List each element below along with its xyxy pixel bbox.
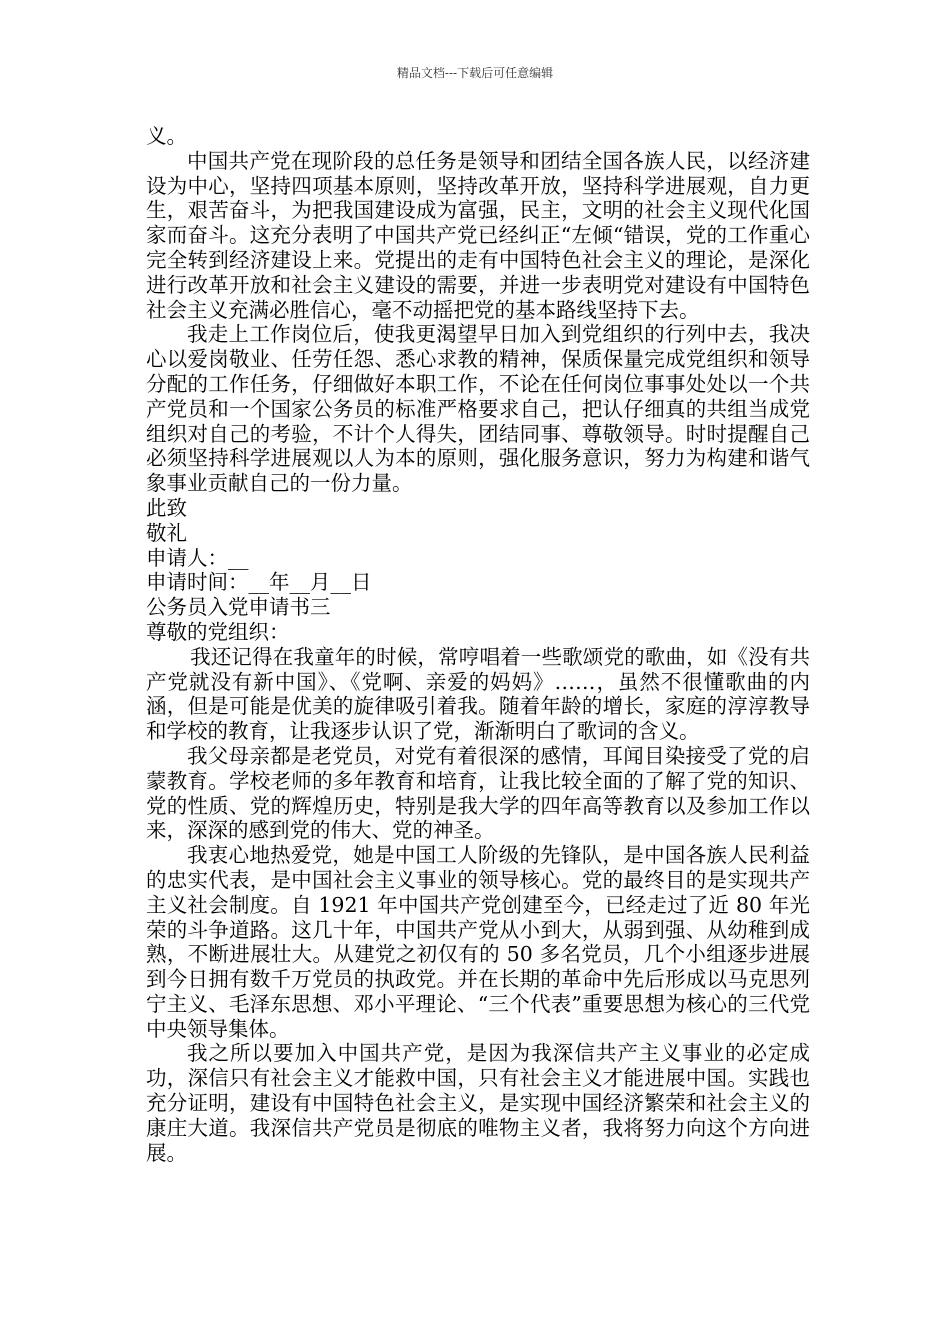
paragraph-parents: 我父母亲都是老党员，对党有着很深的感情，耳闻目染接受了党的启蒙教育。学校老师的多年教育和培育，让我比较全面的了解了党的知识、党的性质、党的辉煌历史，特别是我大学的四年高等教育以及参加工作以来，深深的感到党的伟大、党的神圣。 — [146, 743, 810, 843]
document-body — [146, 124, 810, 1165]
paragraph-reason-joining: 我之所以要加入中国共产党，是因为我深信共产主义事业的必定成功，深信只有社会主义才能救中国，只有社会主义才能进展中国。实践也充分证明，建设有中国特色社会主义，是实现中国经济繁荣和社会主义的康庄大道。我深信共产党员是彻底的唯物主义者，我将努力向这个方向进展。 — [146, 1041, 810, 1165]
closing-cizhi: 此致 — [146, 495, 187, 520]
paragraph-continuation: 义。 — [146, 124, 187, 148]
section-title: 公务员入党申请书三 — [146, 595, 331, 620]
page-header: 精品文档---下载后可任意编辑 — [396, 66, 554, 80]
closing-jingli: 敬礼 — [146, 520, 187, 545]
paragraph-party-tasks: 中国共产党在现阶段的总任务是领导和团结全国各族人民，以经济建设为中心，坚持四项基本原则，坚持改革开放，坚持科学进展观，自力更生，艰苦奋斗，为把我国建设成为富强，民主，文明的社会主义现代化国家而奋斗。这充分表明了中国共产党已经纠正“左倾“错误，党的工作重心完全转到经济建设上来。党提出的走有中国特色社会主义的理论，是深化进行改革开放和社会主义建设的需要，并进一步表明党对建设有中国特色社会主义充满必胜信心，毫不动摇把党的基本路线坚持下去。 — [146, 148, 810, 322]
paragraph-childhood: 我还记得在我童年的时候，常哼唱着一些歌颂党的歌曲，如《没有共产党就没有新中国》、《党啊、亲爱的妈妈》……，虽然不很懂歌曲的内涵，但是可能是优美的旋律吸引着我。随着年龄的增长，家庭的淳淳教导和学校的教育，让我逐步认识了党，渐渐明白了歌词的含义。 — [146, 644, 810, 744]
paragraph-love-party: 我衷心地热爱党，她是中国工人阶级的先锋队，是中国各族人民利益的忠实代表，是中国社会主义事业的领导核心。党的最终目的是实现共产主义社会制度。自 1921 年中国共产党创建至今，已经走过了近 80 年光荣的斗争道路。这几十年，中国共产党从小到大，从弱到强、从幼稚到成熟，不断进展壮大。从建党之初仅有的 50 多名党员，几个小组逐步进展到今日拥有数千万党员的执政党。并在长期的革命中先后形成以马克思列宁主义、毛泽东思想、邓小平理论、“三个代表”重要思想为核心的三代党中央领导集体。 — [146, 843, 810, 1041]
paragraph-work-resolve: 我走上工作岗位后，使我更渴望早日加入到党组织的行列中去，我决心以爱岗敬业、任劳任怨、悉心求教的精神，保质保量完成党组织和领导分配的工作任务，仔细做好本职工作，不论在任何岗位事事处处以一个共产党员和一个国家公务员的标准严格要求自己，把认仔细真的共组当成党组织对自己的考验，不计个人得失，团结同事、尊敬领导。时时提醒自己必须坚持科学进展观以人为本的原则，强化服务意识，努力为构建和谐气象事业贡献自己的一份力量。 — [146, 322, 810, 496]
salutation: 尊敬的党组织： — [146, 619, 290, 644]
application-date-line: 申请时间：__年__月__日 — [146, 570, 372, 595]
applicant-line: 申请人：__ — [146, 545, 249, 570]
